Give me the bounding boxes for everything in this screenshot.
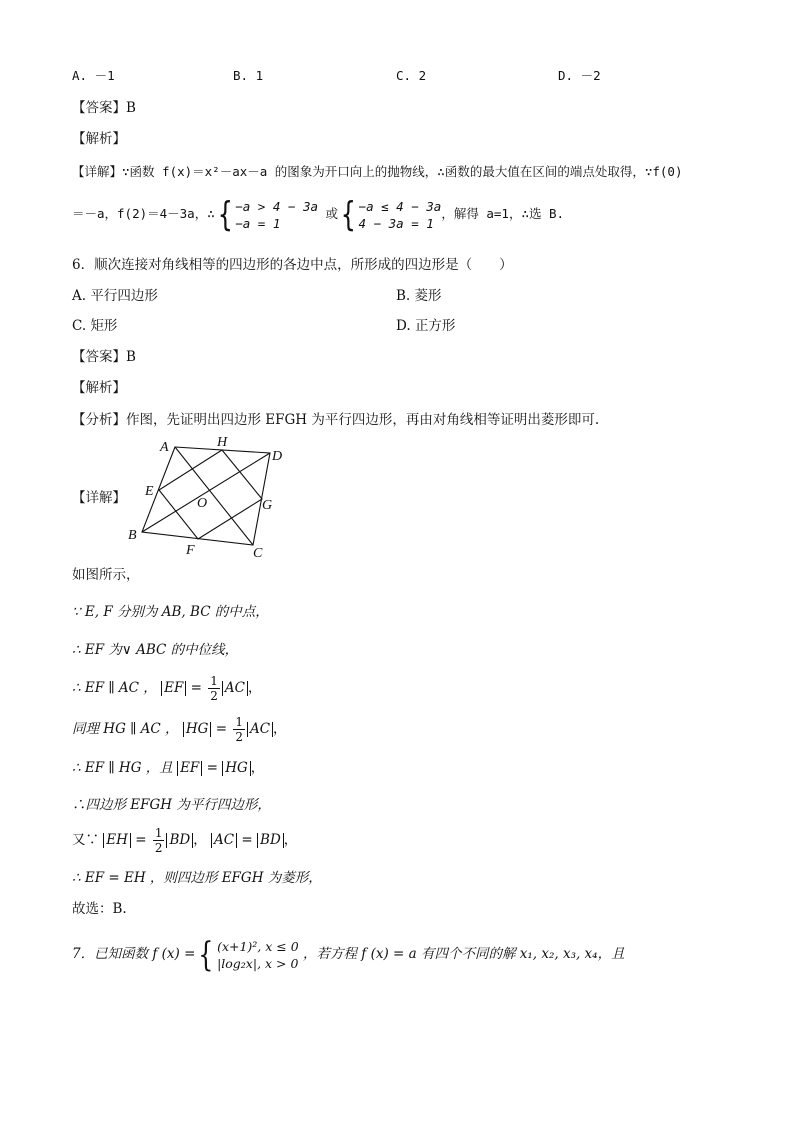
- detail-line: 【详解】∵函数 f(x)＝x²－ax－a 的图象为开口向上的抛物线，∴函数的最大值在区间的端点处取得，∵f(0): [72, 164, 683, 179]
- answer-tag: 【答案】B: [72, 100, 136, 116]
- proof-step: [72, 826, 297, 855]
- question-6-stem: 6．顺次连接对角线相等的四边形的各边中点，所形成的四边形是（ ）: [72, 257, 513, 273]
- proof-step: 故选：B.: [72, 901, 127, 917]
- option-value: 矩形: [90, 318, 118, 334]
- option-d: [396, 316, 455, 336]
- punct: ，: [247, 680, 262, 696]
- option-value: －1: [94, 68, 115, 83]
- option-label: C.: [396, 68, 412, 83]
- equation-system: [235, 198, 318, 232]
- proof-step: ∴ EF = EH ，则四边形 EFGH 为菱形，: [72, 870, 322, 886]
- inner-parallelogram: [159, 450, 262, 539]
- option-a: [72, 286, 158, 306]
- option-value: 菱形: [414, 288, 442, 304]
- abs-value: EF: [177, 761, 202, 776]
- equation: −a = 1: [235, 215, 281, 231]
- option-c: [72, 316, 117, 336]
- punct: ，: [250, 760, 265, 776]
- detail-tag: 【详解】: [72, 490, 126, 506]
- brace-icon: {: [341, 194, 356, 235]
- equals: =: [206, 760, 218, 776]
- fraction: [208, 674, 220, 703]
- analysis-tag: 【解析】: [72, 131, 126, 147]
- option-label: B.: [233, 68, 249, 83]
- fraction: [233, 715, 245, 744]
- numerator: 1: [210, 674, 218, 688]
- abs-value: AC: [222, 681, 248, 696]
- label-o: O: [197, 496, 208, 511]
- proof-step: [72, 758, 264, 778]
- abs-value: EF: [161, 681, 186, 696]
- option-a: [72, 66, 115, 86]
- punct: ，: [273, 721, 287, 737]
- inequality: −a > 4 − 3a: [235, 198, 319, 214]
- equation-system: [359, 198, 442, 232]
- equals: =: [241, 832, 253, 848]
- proof-step: [72, 715, 287, 744]
- proof-step: [72, 674, 261, 703]
- question-text: ，若方程 f (x) = a 有四个不同的解 x₁, x₂, x₃, x₄，且: [302, 946, 625, 962]
- punct: ，: [193, 832, 207, 848]
- option-label: A.: [72, 68, 88, 83]
- or-text: 或: [325, 206, 339, 221]
- abs-value: EH: [103, 833, 131, 848]
- option-value: 平行四边形: [90, 288, 158, 304]
- abs-value: BD: [257, 833, 284, 848]
- answer-tag: 【答案】B: [72, 349, 136, 365]
- option-value: 正方形: [414, 318, 456, 334]
- diagonal-ac: [175, 447, 253, 545]
- denominator: 2: [210, 689, 218, 703]
- option-label: D.: [558, 68, 574, 83]
- analysis-tag: 【解析】: [72, 380, 126, 396]
- proof-step: ∴ EF 为∨ ABC 的中位线，: [72, 642, 239, 658]
- label-a: A: [160, 440, 169, 455]
- piecewise-cases: [217, 938, 299, 972]
- abs-value: HG: [222, 761, 251, 776]
- punct: ，: [283, 832, 298, 848]
- abs-value: HG: [183, 722, 212, 737]
- option-value: 1: [255, 68, 264, 83]
- denominator: 2: [235, 730, 243, 744]
- option-b: [396, 286, 442, 306]
- step-text: 同理 HG ∥ AC ，: [72, 721, 179, 737]
- equals: =: [215, 721, 228, 737]
- label-c: C: [253, 546, 263, 561]
- step-text: 又∵: [72, 832, 99, 848]
- label-h: H: [217, 435, 228, 450]
- detail-text: ＝－a，f(2)＝4－3a，∴: [72, 206, 215, 221]
- option-label: C.: [72, 318, 87, 334]
- label-b: B: [128, 528, 137, 543]
- proof-step: ∴四边形 EFGH 为平行四边形，: [72, 797, 271, 813]
- inequality: −a ≤ 4 − 3a: [358, 198, 442, 214]
- function-def: 7．已知函数 f (x) =: [72, 946, 196, 962]
- abs-value: BD: [166, 833, 193, 848]
- option-d: [558, 66, 601, 86]
- equation: 4 − 3a = 1: [358, 215, 434, 231]
- option-value: －2: [580, 68, 601, 83]
- abs-value: AC: [211, 833, 237, 848]
- proof-step: 如图所示，: [72, 567, 140, 583]
- option-label: D.: [396, 318, 411, 334]
- step-text: ∴ EF ∥ AC ，: [72, 680, 157, 696]
- option-label: A.: [72, 288, 87, 304]
- denominator: 2: [154, 841, 163, 855]
- option-value: 2: [418, 68, 427, 83]
- label-g: G: [262, 498, 273, 513]
- numerator: 1: [154, 826, 163, 840]
- analysis-summary: 【分析】作图，先证明出四边形 EFGH 为平行四边形，再由对角线相等证明出菱形即可.: [72, 412, 600, 428]
- label-e: E: [145, 484, 154, 499]
- equals: =: [190, 680, 202, 696]
- brace-icon: {: [198, 934, 214, 975]
- detail-line-system: [72, 192, 564, 236]
- question-7-stem: [72, 930, 625, 978]
- detail-text: ，解得 a=1，∴选 B.: [441, 206, 565, 221]
- quadrilateral-figure: [125, 433, 295, 563]
- proof-step: ∵ E, F 分别为 AB, BC 的中点，: [72, 604, 269, 620]
- label-f: F: [186, 543, 195, 558]
- case: |log₂x|, x > 0: [217, 955, 299, 971]
- case: (x+1)², x ≤ 0: [217, 938, 299, 954]
- label-d: D: [272, 449, 283, 464]
- option-b: [233, 66, 263, 86]
- fraction: [153, 826, 165, 855]
- abs-value: AC: [247, 722, 273, 737]
- brace-icon: {: [217, 194, 233, 235]
- numerator: 1: [235, 715, 243, 729]
- equals: =: [135, 832, 147, 848]
- step-text: ∴ EF ∥ HG ，且: [72, 760, 173, 776]
- option-label: B.: [396, 288, 411, 304]
- option-c: [396, 66, 426, 86]
